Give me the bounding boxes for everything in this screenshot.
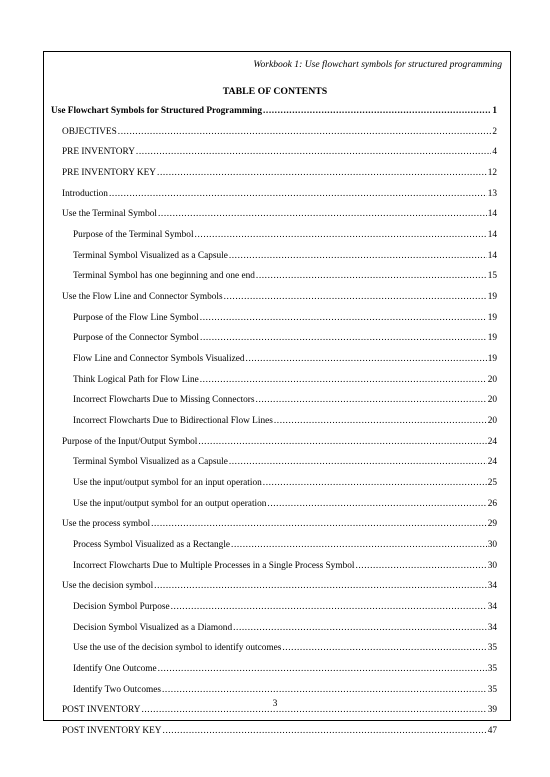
toc-entry-title: Think Logical Path for Flow Line: [73, 375, 199, 385]
toc-entry-page: 34: [487, 623, 497, 633]
running-header: Workbook 1: Use flowchart symbols for structured programming: [253, 59, 502, 70]
dot-leader: [171, 601, 487, 614]
dot-leader: [162, 684, 487, 697]
toc-title: TABLE OF CONTENTS: [222, 86, 328, 97]
toc-entry[interactable]: [0, 456, 550, 469]
dot-leader: [157, 167, 487, 180]
toc-entry-page: 19: [487, 333, 497, 343]
toc-entry-page: 30: [487, 561, 497, 571]
toc-entry-title: Use the decision symbol: [62, 581, 154, 591]
toc-entry[interactable]: [0, 229, 550, 242]
dot-leader: [256, 270, 487, 283]
toc-entry[interactable]: [0, 291, 550, 304]
toc-entry[interactable]: [0, 353, 550, 366]
toc-entry[interactable]: [0, 374, 550, 387]
dot-leader: [224, 291, 487, 304]
dot-leader: [200, 374, 487, 387]
toc-entry-page: 39: [487, 705, 497, 715]
dot-leader: [195, 229, 487, 242]
toc-entry-page: 26: [487, 499, 497, 509]
toc-entry-title: Incorrect Flowcharts Due to Multiple Processes in a Single Process Symbol: [73, 561, 355, 571]
dot-leader: [154, 580, 487, 593]
toc-entry-title: POST INVENTORY KEY: [62, 726, 162, 736]
dot-leader: [200, 312, 487, 325]
toc-entry[interactable]: [0, 208, 550, 221]
toc-entry-title: Identify One Outcome: [73, 664, 157, 674]
toc-entry-title: Use the use of the decision symbol to identify outcomes: [73, 643, 282, 653]
dot-leader: [246, 353, 487, 366]
toc-entry-page: 12: [487, 168, 497, 178]
dot-leader: [256, 394, 487, 407]
toc-entry[interactable]: [0, 167, 550, 180]
toc-entry[interactable]: [0, 642, 550, 655]
toc-entry-page: 24: [487, 457, 497, 467]
dot-leader: [229, 456, 487, 469]
toc-entry-title: Identify Two Outcomes: [73, 685, 161, 695]
toc-entry-page: 47: [487, 726, 497, 736]
toc-entry-page: 34: [487, 602, 497, 612]
dot-leader: [263, 477, 487, 490]
dot-leader: [118, 126, 492, 139]
toc-entry[interactable]: [0, 663, 550, 676]
toc-entry-page: 35: [487, 643, 497, 653]
dot-leader: [231, 539, 487, 552]
toc-entry-title: POST INVENTORY: [62, 705, 141, 715]
page-number: 3: [272, 699, 278, 709]
dot-leader: [136, 146, 491, 159]
toc-entry-title: Purpose of the Flow Line Symbol: [73, 313, 199, 323]
toc-entry-title: Incorrect Flowcharts Due to Missing Connectors: [73, 395, 255, 405]
dot-leader: [198, 436, 486, 449]
toc-entry-title: Terminal Symbol has one beginning and one end: [73, 271, 255, 281]
toc-entry-page: 30: [487, 540, 497, 550]
toc-entry-title: Use Flowchart Symbols for Structured Programming: [51, 106, 262, 116]
dot-leader: [200, 332, 487, 345]
toc-entry-title: Use the Terminal Symbol: [62, 209, 157, 219]
dot-leader: [109, 188, 487, 201]
toc-entry-title: Process Symbol Visualized as a Rectangle: [73, 540, 231, 550]
toc-entry-title: Introduction: [62, 189, 108, 199]
toc-entry[interactable]: [0, 477, 550, 490]
toc-entry[interactable]: [0, 539, 550, 552]
toc-entry[interactable]: [0, 684, 550, 697]
dot-leader: [163, 725, 487, 738]
toc-entry-page: 20: [487, 395, 497, 405]
toc-entry-title: Purpose of the Input/Output Symbol: [62, 437, 198, 447]
toc-entry[interactable]: [0, 105, 550, 118]
toc-entry[interactable]: [0, 415, 550, 428]
toc-entry-page: 20: [487, 375, 497, 385]
toc-entry-page: 34: [487, 581, 497, 591]
toc-entry[interactable]: [0, 560, 550, 573]
toc-entry-page: 25: [487, 478, 497, 488]
toc-entry[interactable]: [0, 436, 550, 449]
toc-entry-page: 4: [492, 147, 497, 157]
dot-leader: [274, 415, 487, 428]
toc-entry-page: 20: [487, 416, 497, 426]
toc-entry-title: Terminal Symbol Visualized as a Capsule: [73, 251, 228, 261]
toc-entry-page: 35: [487, 685, 497, 695]
toc-entry-title: Decision Symbol Purpose: [73, 602, 170, 612]
dot-leader: [151, 518, 487, 531]
toc-entry-page: 19: [487, 313, 497, 323]
toc-entry-page: 14: [487, 209, 497, 219]
toc-entry-title: OBJECTIVES: [62, 127, 117, 137]
toc-entry[interactable]: [0, 126, 550, 139]
toc-entry-title: Use the Flow Line and Connector Symbols: [62, 292, 223, 302]
toc-entry[interactable]: [0, 394, 550, 407]
toc-entry-title: Purpose of the Connector Symbol: [73, 333, 200, 343]
toc-entry-title: Use the input/output symbol for an output operation: [73, 499, 267, 509]
toc-entry-page: 1: [492, 106, 497, 116]
toc-entry-page: 29: [487, 519, 497, 529]
toc-entry-page: 19: [487, 354, 497, 364]
dot-leader: [233, 622, 487, 635]
toc-entry[interactable]: [0, 498, 550, 511]
toc-entry[interactable]: [0, 518, 550, 531]
toc-entry-page: 14: [487, 230, 497, 240]
toc-entry-page: 14: [487, 251, 497, 261]
toc-entry[interactable]: [0, 622, 550, 635]
dot-leader: [229, 250, 487, 263]
toc-entry[interactable]: [0, 725, 550, 738]
toc-entry-page: 15: [487, 271, 497, 281]
toc-entry[interactable]: [0, 312, 550, 325]
dot-leader: [282, 642, 486, 655]
toc-entry[interactable]: [0, 250, 550, 263]
toc-entry-title: Purpose of the Terminal Symbol: [73, 230, 194, 240]
toc-entry-title: Use the process symbol: [62, 519, 151, 529]
toc-entry-title: Incorrect Flowcharts Due to Bidirectional Flow Lines: [73, 416, 273, 426]
toc-entry[interactable]: [0, 601, 550, 614]
toc-entry[interactable]: [0, 580, 550, 593]
toc-entry-page: 19: [487, 292, 497, 302]
toc-entry-page: 13: [487, 189, 497, 199]
toc-entry-title: PRE INVENTORY: [62, 147, 135, 157]
toc-entry[interactable]: [0, 188, 550, 201]
toc-entry-page: 24: [487, 437, 497, 447]
toc-entry-title: Decision Symbol Visualized as a Diamond: [73, 623, 233, 633]
toc-entry-title: Use the input/output symbol for an input operation: [73, 478, 262, 488]
toc-entry-page: 2: [492, 127, 497, 137]
toc-entry[interactable]: [0, 332, 550, 345]
dot-leader: [158, 208, 487, 221]
toc-entry-title: Terminal Symbol Visualized as a Capsule: [73, 457, 228, 467]
toc-entry-title: PRE INVENTORY KEY: [62, 168, 157, 178]
toc-entry-page: 35: [487, 664, 497, 674]
dot-leader: [158, 663, 487, 676]
dot-leader: [355, 560, 486, 573]
dot-leader: [267, 498, 486, 511]
toc-entry[interactable]: [0, 146, 550, 159]
dot-leader: [263, 105, 491, 118]
toc-entry[interactable]: [0, 270, 550, 283]
toc-entry-title: Flow Line and Connector Symbols Visualized: [73, 354, 245, 364]
